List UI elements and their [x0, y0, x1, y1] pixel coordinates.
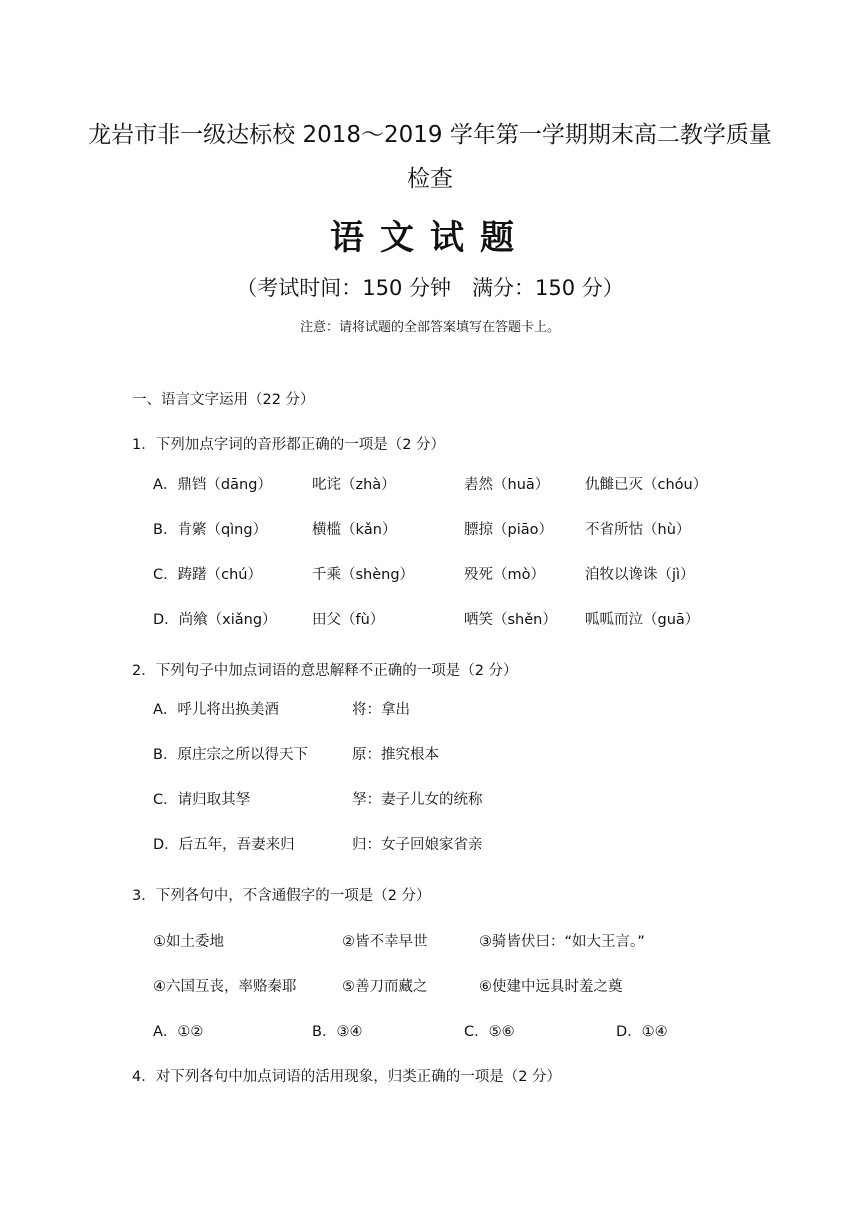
q1-row-d-4: 呱呱而泣（guā）	[585, 612, 700, 628]
q1-row-d-1: D．尚飨（xiǎng）	[153, 612, 277, 628]
q2-row-d-meaning: 归：女子回娘家省亲	[352, 837, 483, 853]
notice-text: 注意：请将试题的全部答案填写在答题卡上。	[299, 320, 560, 335]
q3-choice-c: C．⑤⑥	[464, 1024, 515, 1040]
q2-row-d-sentence: D．后五年，吾妻来归	[153, 837, 295, 853]
q1-row-b-1: B．肯綮（qìng）	[153, 522, 268, 538]
section1-heading: 一、语言文字运用（22 分）	[132, 392, 315, 408]
q2-row-b-meaning: 原：推究根本	[352, 747, 439, 763]
q1-row-c-2: 千乘（shèng）	[312, 567, 415, 583]
exam-title-line1: 龙岩市非一级达标校 2018～2019 学年第一学期期末高二教学质量	[88, 122, 772, 148]
q1-row-b-3: 膘掠（piāo）	[464, 522, 553, 538]
q1-row-c-4: 洎牧以谗诛（jì）	[585, 567, 695, 583]
q2-row-b-sentence: B．原庄宗之所以得天下	[153, 747, 308, 763]
q1-row-b-2: 横槛（kǎn）	[312, 522, 397, 538]
q2-row-a-sentence: A．呼儿将出换美酒	[153, 702, 279, 718]
q2-row-a-meaning: 将：拿出	[352, 702, 410, 718]
subject-title: 语文试题	[330, 218, 530, 258]
q1-row-a-1: A．鼎铛（dāng）	[153, 477, 272, 493]
exam-title-line2: 检查	[407, 166, 453, 192]
q3-item-1: ①如土委地	[153, 934, 224, 950]
q1-stem: 1．下列加点字词的音形都正确的一项是（2 分）	[132, 437, 446, 453]
q2-row-c-meaning: 孥：妻子儿女的统称	[352, 792, 483, 808]
q3-stem: 3．下列各句中，不含通假字的一项是（2 分）	[132, 888, 431, 904]
q3-choice-b: B．③④	[312, 1024, 363, 1040]
q1-row-a-3: 砉然（huā）	[464, 477, 550, 493]
q1-row-c-1: C．踌躇（chú）	[153, 567, 262, 583]
q1-row-d-2: 田父（fù）	[312, 612, 385, 628]
q1-row-d-3: 哂笑（shěn）	[464, 612, 557, 628]
q4-stem: 4．对下列各句中加点词语的活用现象，归类正确的一项是（2 分）	[132, 1069, 562, 1085]
q3-item-4: ④六国互丧，率赂秦耶	[153, 979, 297, 995]
time-score-info: （考试时间：150 分钟 满分：150 分）	[236, 276, 624, 300]
q2-stem: 2．下列句子中加点词语的意思解释不正确的一项是（2 分）	[132, 663, 518, 679]
q2-row-c-sentence: C．请归取其孥	[153, 792, 251, 808]
q1-row-a-4: 仇雠已灭（chóu）	[585, 477, 708, 493]
q3-item-2: ②皆不幸早世	[342, 934, 428, 950]
q3-item-5: ⑤善刀而藏之	[342, 979, 428, 995]
q3-choice-d: D．①④	[616, 1024, 668, 1040]
q1-row-b-4: 不省所怙（hù）	[585, 522, 691, 538]
q1-row-c-3: 殁死（mò）	[464, 567, 545, 583]
q3-item-3: ③骑皆伏曰：“如大王言。”	[479, 934, 645, 950]
q3-choice-a: A．①②	[153, 1024, 204, 1040]
q1-row-a-2: 叱诧（zhà）	[312, 477, 396, 493]
q3-item-6: ⑥使建中远具时羞之奠	[479, 979, 623, 995]
